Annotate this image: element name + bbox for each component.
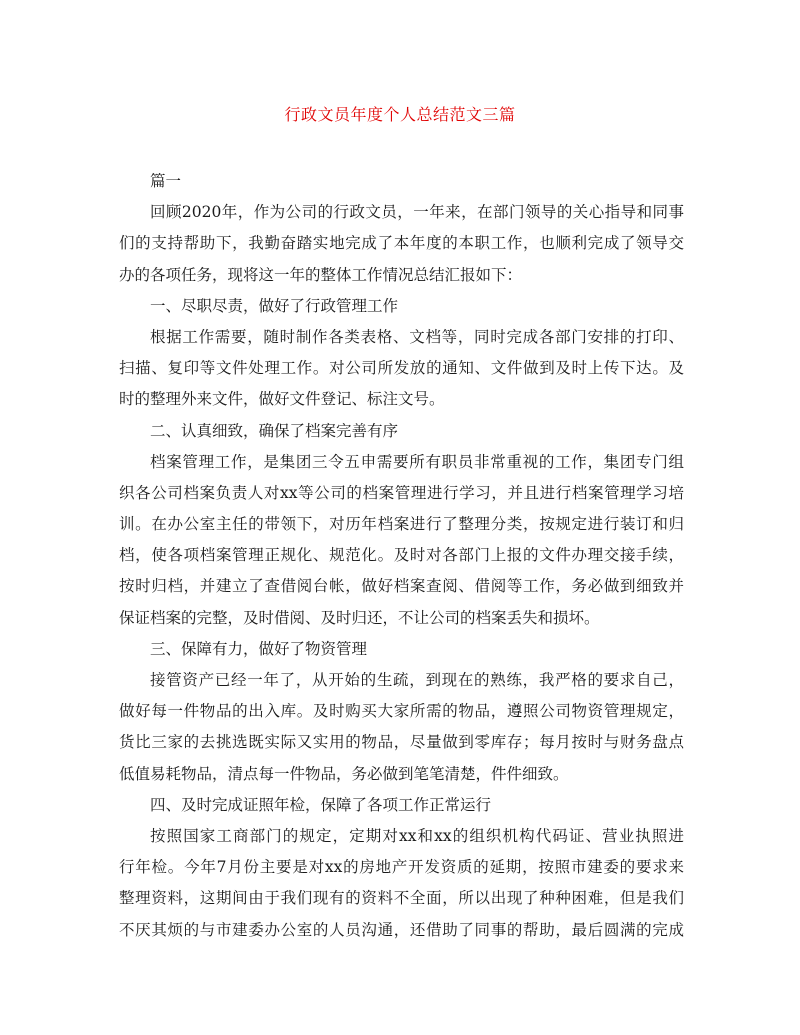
text-line: 行年检。今年7月份主要是对xx的房地产开发资质的延期，按照市建委的要求来 bbox=[119, 858, 684, 877]
text-line: 四、及时完成证照年检，保障了各项工作正常运行 bbox=[150, 795, 492, 814]
text-line: 织各公司档案负责人对xx等公司的档案管理进行学习，并且进行档案管理学习培 bbox=[119, 483, 684, 502]
text-line: 回顾2020年，作为公司的行政文员，一年来，在部门领导的关心指导和同事 bbox=[150, 203, 684, 222]
text-line: 一、尽职尽责，做好了行政管理工作 bbox=[150, 296, 399, 315]
text-line: 办的各项任务，现将这一年的整体工作情况总结汇报如下： bbox=[119, 265, 523, 284]
text-line: 二、认真细致，确保了档案完善有序 bbox=[150, 421, 399, 440]
text-line: 低值易耗物品，清点每一件物品，务必做到笔笔清楚，件件细致。 bbox=[119, 764, 569, 783]
text-line: 做好每一件物品的出入库。及时购买大家所需的物品，遵照公司物资管理规定， bbox=[119, 702, 684, 721]
text-line: 档，使各项档案管理正规化、规范化。及时对各部门上报的文件办理交接手续， bbox=[119, 546, 684, 565]
text-line: 保证档案的完整，及时借阅、及时归还，不让公司的档案丢失和损坏。 bbox=[119, 608, 600, 627]
document-body bbox=[119, 166, 684, 946]
text-line: 训。在办公室主任的带领下，对历年档案进行了整理分类，按规定进行装订和归 bbox=[119, 515, 684, 534]
text-line: 接管资产已经一年了，从开始的生疏，到现在的熟练，我严格的要求自己， bbox=[150, 671, 684, 689]
document-title: 行政文员年度个人总结范文三篇 bbox=[284, 105, 516, 124]
text-line: 货比三家的去挑选既实际又实用的物品，尽量做到零库存；每月按时与财务盘点 bbox=[119, 733, 684, 752]
text-line: 按照国家工商部门的规定，定期对xx和xx的组织机构代码证、营业执照进 bbox=[150, 826, 684, 845]
text-line: 三、保障有力，做好了物资管理 bbox=[150, 639, 368, 658]
text-line: 不厌其烦的与市建委办公室的人员沟通，还借助了同事的帮助，最后圆满的完成 bbox=[119, 920, 684, 939]
text-line: 篇一 bbox=[150, 172, 182, 190]
text-line: 整理资料，这期间由于我们现有的资料不全面，所以出现了种种困难，但是我们 bbox=[119, 889, 684, 908]
text-line: 时的整理外来文件，做好文件登记、标注文号。 bbox=[119, 390, 445, 409]
text-line: 们的支持帮助下，我勤奋踏实地完成了本年度的本职工作，也顺利完成了领导交 bbox=[119, 234, 684, 253]
text-line: 扫描、复印等文件处理工作。对公司所发放的通知、文件做到及时上传下达。及 bbox=[119, 359, 684, 378]
text-line: 按时归档，并建立了查借阅台帐，做好档案查阅、借阅等工作，务必做到细致并 bbox=[119, 577, 684, 596]
text-line: 档案管理工作，是集团三令五申需要所有职员非常重视的工作，集团专门组 bbox=[150, 452, 684, 471]
text-line: 根据工作需要，随时制作各类表格、文档等，同时完成各部门安排的打印、 bbox=[150, 327, 684, 346]
